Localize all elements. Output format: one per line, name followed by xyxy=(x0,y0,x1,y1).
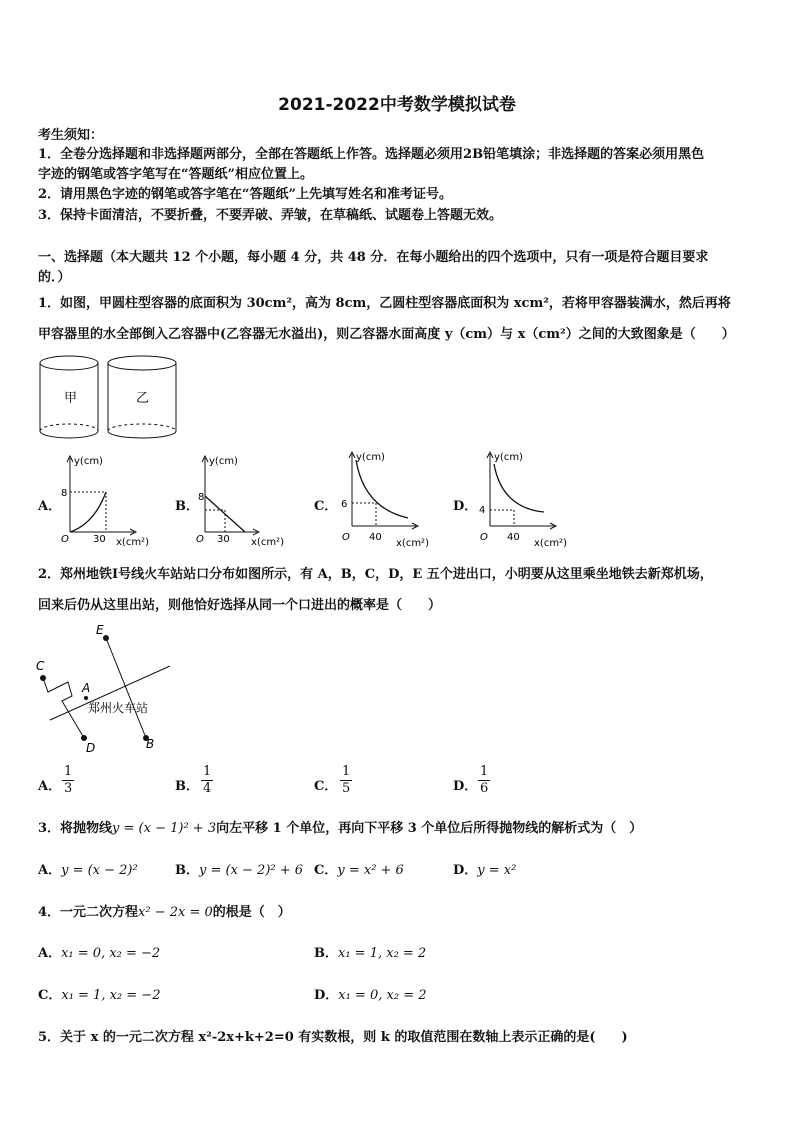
fraction-denominator: 4 xyxy=(203,781,212,796)
fraction-denominator: 6 xyxy=(480,781,489,796)
cylinder-label-b: 乙 xyxy=(136,391,150,406)
origin-label: O xyxy=(480,532,488,543)
x-tick: 30 xyxy=(93,534,106,545)
question-3-post: 向左平移 1 个单位，再向下平移 3 个单位后所得抛物线的解析式为（ ） xyxy=(216,821,643,836)
question-3-expr: y = (x − 1)² + 3 xyxy=(112,821,217,836)
y-axis-label: y(cm) xyxy=(209,456,238,467)
notice-line: 3．保持卡面清洁，不要折叠，不要弄破、弄皱，在草稿纸、试题卷上答题无效。 xyxy=(38,208,503,223)
notice-heading: 考生须知： xyxy=(38,128,104,143)
page-title: 2021-2022中考数学模拟试卷 xyxy=(278,95,516,115)
option-label: C． xyxy=(314,499,338,514)
question-3-pre: 3．将抛物线 xyxy=(38,821,113,836)
option-c-graph xyxy=(334,448,434,548)
option-expr: y = x² + 6 xyxy=(337,863,404,878)
origin-label: O xyxy=(342,532,350,543)
fraction-numerator: 1 xyxy=(64,764,73,779)
option-d-graph xyxy=(472,448,572,548)
option-label: B． xyxy=(175,779,199,794)
fraction-numerator: 1 xyxy=(480,764,489,779)
question-1-text: 1．如图，甲圆柱型容器的底面积为 30cm²，高为 8cm，乙圆柱型容器底面积为 xcm²，若将甲容器装满水，然后再将 xyxy=(38,296,731,311)
option-label: D． xyxy=(314,988,339,1003)
question-4-pre: 4．一元二次方程 xyxy=(38,905,139,920)
origin-label: O xyxy=(61,534,69,545)
cylinders-figure xyxy=(36,352,186,444)
option-expr: x₁ = 0, x₂ = −2 xyxy=(61,946,161,961)
station-label: 郑州火车站 xyxy=(88,701,149,715)
question-2-text: 2．郑州地铁Ⅰ号线火车站站口分布如图所示，有 A，B，C，D，E 五个进出口，小明要从这里乘坐地铁去新郑机场， xyxy=(38,567,713,582)
option-expr: x₁ = 0, x₂ = 2 xyxy=(338,988,427,1003)
option-label: D． xyxy=(453,863,478,878)
x-axis-label: x(cm²) xyxy=(396,538,429,548)
question-1-text: 甲容器里的水全部倒入乙容器中(乙容器无水溢出)，则乙容器水面高度 y（cm）与 x（cm²）之间的大致图象是（ ） xyxy=(38,327,735,342)
exit-c-label: C xyxy=(36,659,45,673)
fraction-denominator: 3 xyxy=(64,781,73,796)
notice-line: 2．请用黑色字迹的钢笔或答字笔在“答题纸”上先填写姓名和准考证号。 xyxy=(38,187,453,202)
fraction-numerator: 1 xyxy=(203,764,212,779)
option-b-graph xyxy=(195,450,295,548)
notice-line: 1．全卷分选择题和非选择题两部分，全部在答题纸上作答。选择题必须用2B铅笔填涂；非选择题的答案必须用黑色 xyxy=(38,147,705,162)
option-label: B． xyxy=(175,863,199,878)
option-expr: x₁ = 1, x₂ = 2 xyxy=(338,946,427,961)
exit-b-label: B xyxy=(146,737,155,751)
option-label: B． xyxy=(314,946,338,961)
option-a-graph xyxy=(56,450,156,548)
x-axis-label: x(cm²) xyxy=(534,538,567,548)
station-map xyxy=(34,622,174,754)
question-2-text: 回来后仍从这里出站，则他恰好选择从同一个口进出的概率是（ ） xyxy=(38,598,442,613)
question-4-expr: x² − 2x = 0 xyxy=(138,905,213,920)
y-axis-label: y(cm) xyxy=(356,452,385,463)
option-label: A． xyxy=(38,863,62,878)
fraction-denominator: 5 xyxy=(342,781,351,796)
option-label: A． xyxy=(38,499,62,514)
exit-a-label: A xyxy=(82,681,91,695)
option-expr: y = (x − 2)² xyxy=(61,863,138,878)
section-heading-cont: 的．） xyxy=(38,270,71,285)
x-tick: 40 xyxy=(507,532,520,543)
option-label: A． xyxy=(38,946,62,961)
option-label: C． xyxy=(38,988,62,1003)
y-axis-label: y(cm) xyxy=(74,456,103,467)
option-label: D． xyxy=(453,779,478,794)
y-axis-label: y(cm) xyxy=(494,452,523,463)
option-label: D． xyxy=(453,499,478,514)
question-5-text: 5．关于 x 的一元二次方程 x²-2x+k+2=0 有实数根，则 k 的取值范围在数轴上表示正确的是( ) xyxy=(38,1030,628,1045)
y-tick: 8 xyxy=(198,492,205,503)
option-expr: y = (x − 2)² + 6 xyxy=(199,863,304,878)
option-label: C． xyxy=(314,863,338,878)
origin-label: O xyxy=(196,534,204,545)
section-heading: 一、选择题（本大题共 12 个小题，每小题 4 分，共 48 分．在每小题给出的四个选项中，只有一项是符合题目要求 xyxy=(38,250,709,265)
exit-d-label: D xyxy=(86,741,96,754)
cylinder-label-a: 甲 xyxy=(64,391,78,406)
option-label: B． xyxy=(175,499,199,514)
question-4-post: 的根是（ ） xyxy=(212,905,291,920)
x-tick: 30 xyxy=(217,534,230,545)
y-tick: 4 xyxy=(479,505,486,516)
notice-line: 字迹的钢笔或答字笔写在“答题纸”相应位置上。 xyxy=(38,167,313,182)
y-tick: 6 xyxy=(341,499,348,510)
y-tick: 8 xyxy=(61,488,68,499)
fraction-numerator: 1 xyxy=(342,764,351,779)
option-label: C． xyxy=(314,779,338,794)
option-expr: x₁ = 1, x₂ = −2 xyxy=(61,988,161,1003)
option-label: A． xyxy=(38,779,62,794)
x-axis-label: x(cm²) xyxy=(116,537,149,548)
exit-e-label: E xyxy=(96,623,104,637)
x-tick: 40 xyxy=(369,532,382,543)
option-expr: y = x² xyxy=(477,863,517,878)
x-axis-label: x(cm²) xyxy=(251,537,284,548)
